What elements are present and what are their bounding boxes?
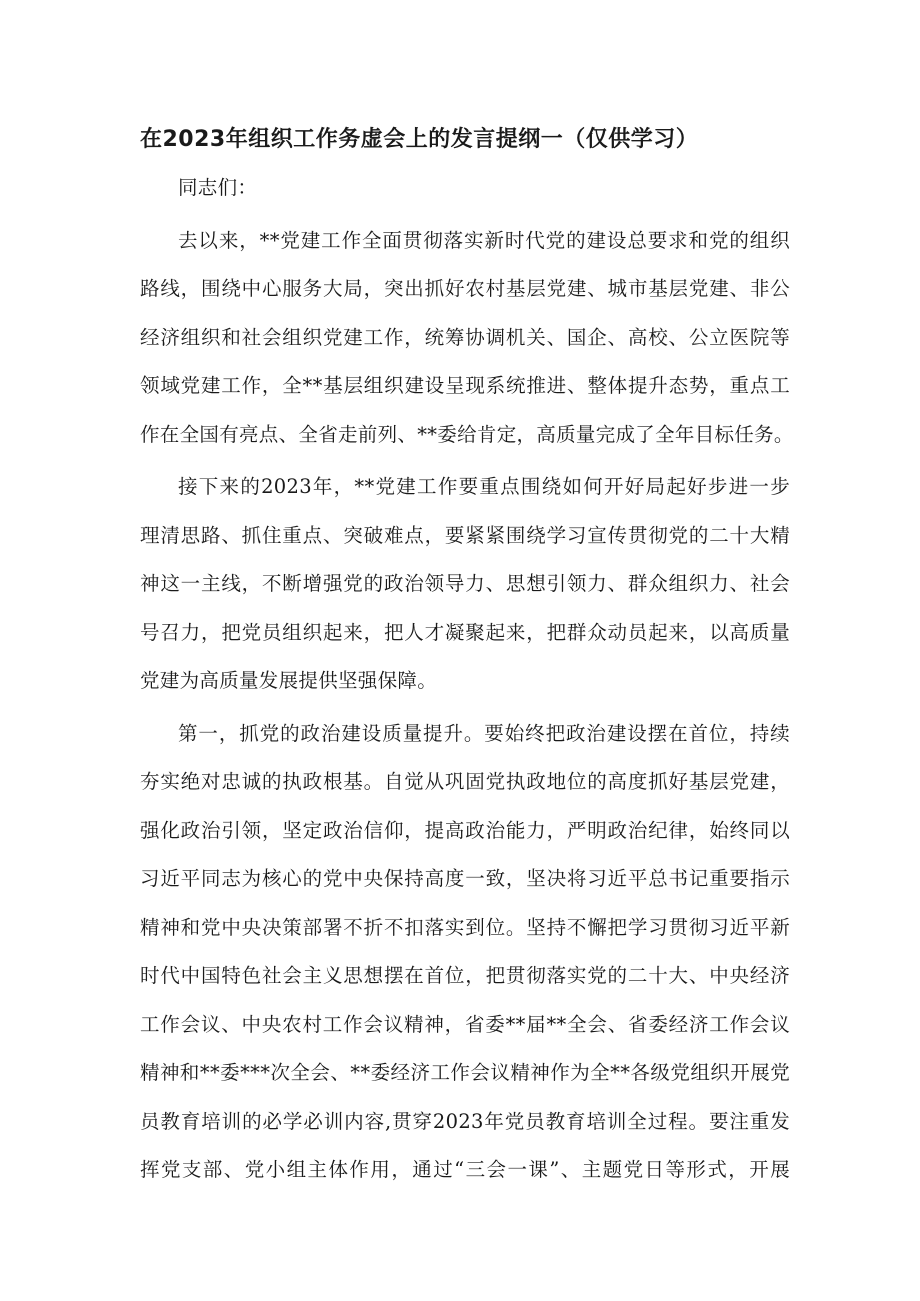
paragraph-1-line: 去以来，**党建工作全面贯彻落实新时代党的建设总要求和党的组织	[178, 228, 790, 252]
paragraph-1-line: 路线，围绕中心服务大局，突出抓好农村基层党建、城市基层党建、非公	[140, 277, 790, 300]
paragraph-3-line: 习近平同志为核心的党中央保持高度一致，坚决将习近平总书记重要指示	[140, 867, 790, 890]
paragraph-2-line: 神这一主线，不断增强党的政治领导力、思想引领力、群众组织力、社会	[140, 572, 790, 595]
paragraph-2-line: 理清思路、抓住重点、突破难点，要紧紧围绕学习宣传贯彻党的二十大精	[140, 523, 790, 547]
paragraph-2-line: 党建为高质量发展提供坚强保障。	[140, 669, 438, 692]
paragraph-2-line: 号召力，把党员组织起来，把人才凝聚起来，把群众动员起来，以高质量	[140, 620, 790, 644]
document-title: 在2023年组织工作务虚会上的发言提纲一（仅供学习）	[140, 127, 699, 152]
paragraph-3-line: 工作会议、中央农村工作会议精神，省委**届**全会、省委经济工作会议	[140, 1012, 790, 1036]
paragraph-3-line: 精神和党中央决策部署不折不扣落实到位。坚持不懈把学习贯彻习近平新	[140, 915, 790, 939]
paragraph-1-line: 作在全国有亮点、全省走前列、**委给肯定，高质量完成了全年目标任务。	[140, 422, 794, 446]
paragraph-2-line: 接下来的2023年，**党建工作要重点围绕如何开好局起好步进一步	[178, 475, 790, 498]
paragraph-3-line: 精神和**委***次全会、**委经济工作会议精神作为全**各级党组织开展党	[140, 1061, 790, 1084]
paragraph-3-line: 第一，抓党的政治建设质量提升。要始终把政治建设摆在首位，持续	[178, 721, 790, 745]
paragraph-3-line: 员教育培训的必学必训内容,贯穿2023年党员教育培训全过程。要注重发	[140, 1109, 790, 1133]
paragraph-3-line: 挥党支部、党小组主体作用，通过“三会一课”、主题党日等形式，开展	[140, 1158, 790, 1181]
paragraph-3-line: 时代中国特色社会主义思想摆在首位，把贯彻落实党的二十大、中央经济	[140, 964, 790, 987]
paragraph-1-line: 经济组织和社会组织党建工作，统筹协调机关、国企、高校、公立医院等	[140, 325, 790, 349]
paragraph-3-line: 强化政治引领，坚定政治信仰，提高政治能力，严明政治纪律，始终同以	[140, 818, 790, 842]
greeting: 同志们：	[178, 176, 258, 199]
paragraph-3-line: 夯实绝对忠诚的执政根基。自觉从巩固党执政地位的高度抓好基层党建，	[140, 770, 790, 793]
document-body	[140, 168, 794, 1199]
paragraph-1-line: 领域党建工作，全**基层组织建设呈现系统推进、整体提升态势，重点工	[140, 374, 790, 397]
